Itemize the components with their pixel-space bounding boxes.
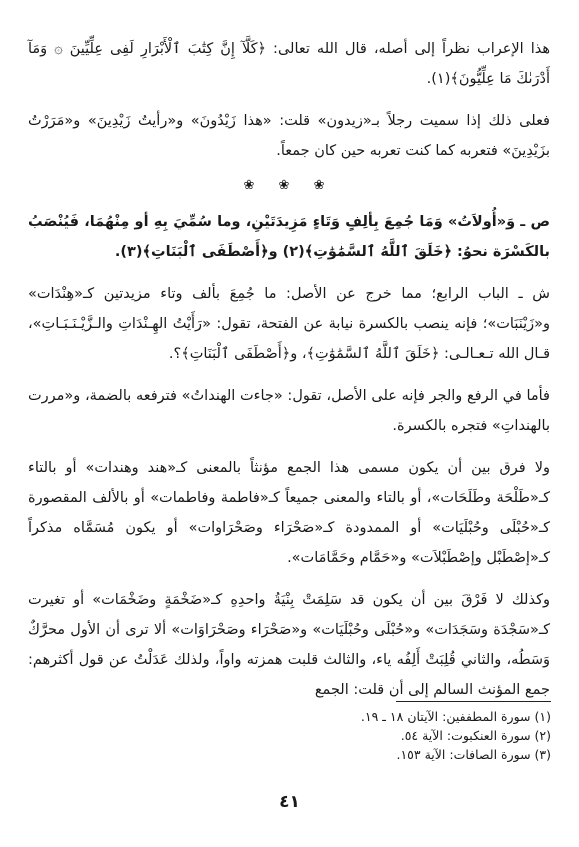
paragraph-6: ولا فرق بين أن يكون مسمى هذا الجمع مؤنثاً بالمعنى كـ«هند وهندات» أو بالتاء كـ«طَلْحَة وطَلَحَات»، أو بالتاء والمعنى جميعاً كـ«فاطمة وفاطمات» أو بالألف المقصورة كـ«حُبْلَى وحُبْلَيَات» أو الممدودة كـ«صَحْرَاء وصَحْرَاوات» أو يكون مُسَمَّاه مذكراً كـ«إصْطَبْل وإصْطَبْلاَت» و«حَمَّام وحَمَّامَات». bbox=[28, 460, 550, 566]
footnote-1: (١) سورة المطففين: الآيتان ١٨ ـ ١٩. bbox=[360, 709, 551, 724]
page-number: ٤١ bbox=[279, 792, 300, 812]
footnotes bbox=[29, 707, 551, 764]
footnote-2: (٢) سورة العنكبوت: الآية ٥٤. bbox=[400, 728, 551, 743]
paragraph-1: هذا الإعراب نظراً إلى أصله، قال الله تعالى: ﴿كَلَّآ إِنَّ كِتَٰبَ ٱلْأَبْرَارِ لَفِى عِلِّيِّينَ ۞ وَمَآ أَدْرَىٰكَ مَا عِلِّيُّونَ﴾(١). bbox=[28, 41, 550, 87]
section-separator: ❀ ❀ ❀ bbox=[243, 178, 335, 193]
page-body bbox=[28, 34, 550, 717]
paragraph-7: وكذلك لا فَرْقَ بين أن يكون قد سَلِمَتْ بِنْيَةُ واحدِهِ كـ«ضَخْمَةٍ وضَخْمَات» أو تغيرت كـ«سَجْدَة وسَجَدَات» و«حُبْلَى وحُبْلَيَات» و«صَحْرَاء وصَحْرَاوَات» ألا ترى أن الأول محرَّكٌ وَسَطُه، والثاني قُلِبَتْ أَلِفُه ياء، والثالث قلبت همزته واواً، ولذلك عَدَلْتُ عن قول أكثرهم: جمع المؤنث السالم إلى أن قلت: الجمع bbox=[28, 592, 550, 698]
paragraph-4: ش ـ الباب الرابع؛ مما خرج عن الأصل: ما جُمِعَ بألف وتاء مزيدتين كـ«هِنْدَات» و«زَيْنَبَات»؛ فإنه ينصب بالكسرة نيابة عن الفتحة، تقول: «رَأَيْتُ الهِـنْدَاتِ والـزَّيْـنَـبَـاتِ»، قـال الله تـعـالـى: ﴿خَلَقَ ٱللَّهُ ٱلسَّمَٰوَٰتِ﴾، و﴿أَصْطَفَى ٱلْبَنَاتِ﴾؟. bbox=[28, 286, 550, 362]
footnote-divider bbox=[396, 701, 551, 702]
paragraph-5: فأما في الرفع والجر فإنه على الأصل، تقول: «جاءت الهنداتُ» فترفعه بالضمة، و«مررت بالهنداتِ» فتجره بالكسرة. bbox=[28, 388, 550, 434]
paragraph-3: ص ـ وَ«أُولاَتُ» وَمَا جُمِعَ بِألِفٍ وَتَاءٍ مَزِيدَتَيْنِ، وما سُمِّيَ بِهِ أو مِنْهُمَا، فَيُنْصَبُ بالكَسْرَة نحوُ: ﴿خَلَقَ ٱللَّهُ ٱلسَّمَٰوَٰتِ﴾(٢) و﴿أَصْطَفَى ٱلْبَنَاتِ﴾(٣). bbox=[28, 214, 550, 260]
paragraph-2: فعلى ذلك إذا سميت رجلاً بـ«زيدون» قلت: «هذا زَيْدُونَ» و«رأيتُ زَيْدِينَ» و«مَرَرْتُ بزَيْدِينَ» فتعربه كما كنت تعربه حين كان جمعاً. bbox=[28, 113, 550, 159]
footnote-3: (٣) سورة الصافات: الآية ١٥٣. bbox=[396, 747, 551, 762]
